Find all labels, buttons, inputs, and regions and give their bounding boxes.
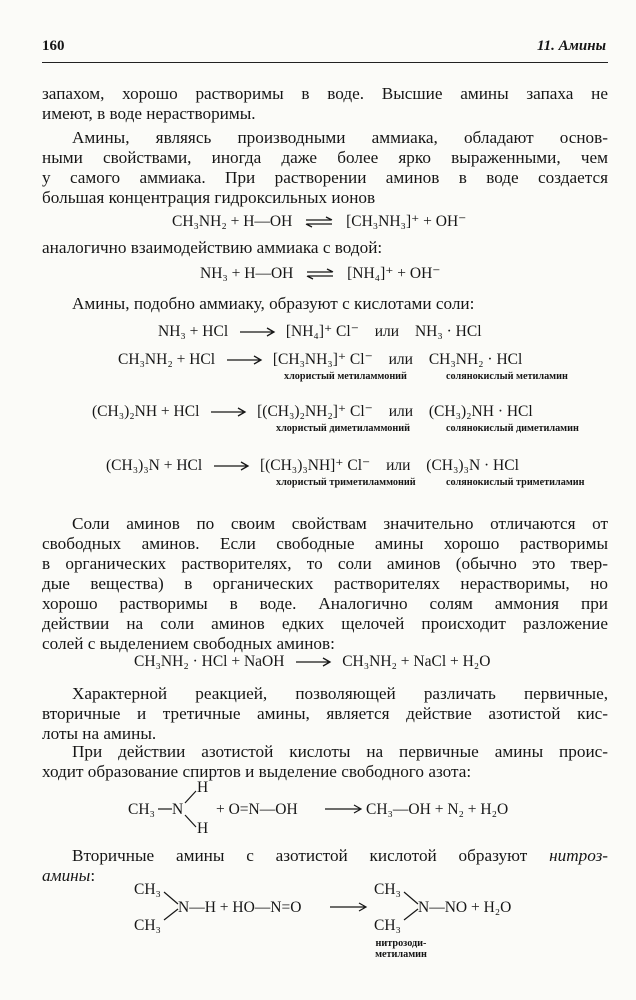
text-line: ходит образование спиртов и выделение свободного азота: [42,762,472,781]
hydrogen-atom: H [197,779,209,796]
methyl-group: CH₃ [134,917,161,934]
hydrogen-atom: H [197,820,209,837]
bond-line [164,892,178,904]
bond-line [404,909,418,920]
salt-reaction-ammonia [158,322,482,342]
text-line: у самого аммиака. При растворении аминов в воде создается [42,168,608,187]
bond-line [185,815,196,827]
reaction-arrow-icon [225,354,263,366]
or-word: или [386,457,411,474]
reactant-tail: N—H + HO—N=O [178,899,302,916]
page-number: 160 [42,38,65,54]
equation-amine-water [172,212,466,232]
salt-name: хлористый диметиламмоний [276,423,410,434]
alt-formula: (CH₃)₃N · HCl [426,457,519,474]
text-line: аналогично взаимодействию аммиака с водой: [42,238,383,257]
methyl-group: CH₃ [374,881,401,898]
equation-salt-naoh [134,652,490,672]
reaction-arrow-icon [212,460,250,472]
bond-line [185,791,196,803]
product-tail: N—NO + H₂O [418,899,512,916]
equilibrium-arrow-icon [304,216,334,228]
salt-reaction-dimethylamine [92,402,533,422]
text-line: При действии азотистой кислоты на первичные амины проис- [72,742,608,761]
product-name: нитрозоди- метиламин [375,938,427,960]
salt-reaction-trimethylamine [106,456,519,476]
text-line: в органических растворителях, то соли аминов (обычно это твер- [42,554,608,573]
alt-name: солянокислый метиламин [446,371,568,382]
term-nitrosamines: амины [42,866,91,885]
text-line: хорошо растворимы в воде. Аналогично солям аммония при [42,594,608,613]
salt-formula: [(CH₃)₃NH]⁺ Cl⁻ [259,457,371,474]
equation-left: CH₃NH₂ · HCl + NaOH [134,653,285,670]
text-span: : [90,866,96,885]
primary-amine-reaction [128,778,528,838]
term-nitrosamines: нитроз- [549,846,609,865]
reaction-arrow-icon [294,656,332,668]
text-line: свободных аминов. Если свободные амины хорошо растворимы [42,534,608,553]
or-word: или [374,323,400,340]
reagent-nitrous-acid: + O=N—OH [216,801,298,818]
text-line: запахом, хорошо растворимы в воде. Высшие амины запаха не [42,84,608,103]
reactants: (CH₃)₃N + HCl [106,457,203,474]
text-line: Характерной реакцией, позволяющей различать первичные, [72,684,608,703]
alt-formula: (CH₃)₂NH · HCl [428,403,533,420]
header-rule [42,62,608,63]
salt-formula: [CH₃NH₃]⁺ Cl⁻ [272,351,373,368]
reaction-arrow-icon [238,326,276,338]
text-line: вторичные и третичные амины, является действие азотистой кис- [42,704,608,723]
reactants: (CH₃)₂NH + HCl [92,403,200,420]
equilibrium-arrow-icon [305,268,335,280]
equation-left: NH₃ + H—OH [200,265,294,282]
bond-line [164,909,178,920]
salt-formula: [NH₄]⁺ Cl⁻ [285,323,359,340]
bond-line [404,892,418,904]
reactants: NH₃ + HCl [158,323,229,340]
nitrogen-atom: N [172,801,184,818]
salt-name: хлористый триметиламмоний [276,477,416,488]
text-line: Амины, подобно аммиаку, образуют с кислотами соли: [72,294,475,313]
page-header [42,38,606,60]
text-line: большая концентрация гидроксильных ионов [42,188,376,207]
text-line: ными свойствами, иногда даже более ярко выраженными, чем [42,148,608,167]
equation-right: CH₃NH₂ + NaCl + H₂O [342,653,491,670]
text-line: Соли аминов по своим свойствам значительно отличаются от [72,514,608,533]
equation-ammonia-water [200,264,440,284]
text-line: дые вещества) в органических растворителях нерастворимы, но [42,574,608,593]
text-line: лоты на амины. [42,724,157,743]
text-line [72,846,608,866]
methyl-group: CH₃ [128,801,155,818]
text-line: имеют, в воде нерастворимы. [42,104,256,123]
alt-name: солянокислый триметиламин [446,477,585,488]
text-line: Амины, являясь производными аммиака, обладают основ- [72,128,608,147]
reaction-arrow-icon [209,406,247,418]
alt-name: солянокислый диметиламин [446,423,579,434]
running-title: 11. Амины [536,38,606,54]
equation-left: CH₃NH₂ + H—OH [172,213,293,230]
or-word: или [388,351,413,368]
equation-right: [NH₄]⁺ + OH⁻ [347,265,441,282]
salt-reaction-methylamine [118,350,522,370]
alt-formula: NH₃ · HCl [414,323,482,340]
methyl-group: CH₃ [374,917,401,934]
products: CH₃—OH + N₂ + H₂O [366,801,509,818]
reactants: CH₃NH₂ + HCl [118,351,216,368]
or-word: или [388,403,414,420]
alt-formula: CH₃NH₂ · HCl [428,351,523,368]
salt-name: хлористый метиламмоний [284,371,407,382]
reaction-arrow-icon [330,903,366,911]
reaction-arrow-icon [325,805,361,813]
salt-formula: [(CH₃)₂NH₂]⁺ Cl⁻ [257,403,373,420]
text-span: Вторичные амины с азотистой кислотой образуют [72,846,528,865]
text-line: действии на соли аминов едких щелочей происходит разложение [42,614,608,633]
secondary-amine-reaction [134,876,534,976]
text-line: солей с выделением свободных аминов: [42,634,335,653]
methyl-group: CH₃ [134,881,161,898]
equation-right: [CH₃NH₃]⁺ + OH⁻ [346,213,467,230]
